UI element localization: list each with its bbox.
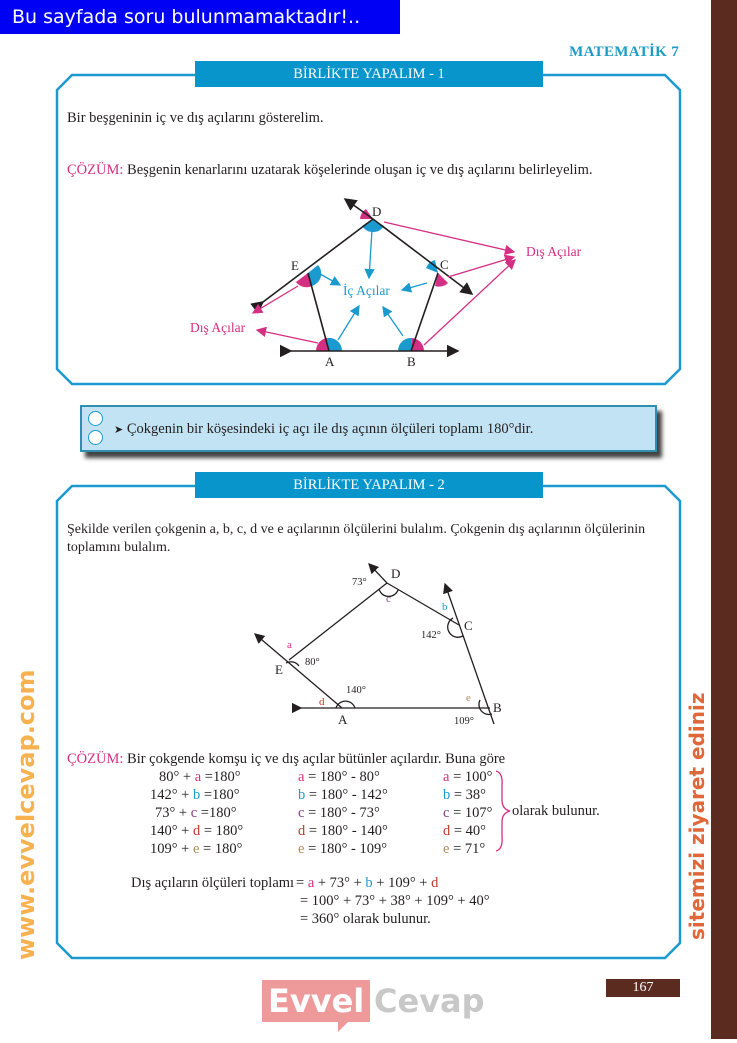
- section2-question-line1: Şekilde verilen çokgenin a, b, c, d ve e açılarının ölçülerini bulalım. Çokgenin dış açılarının ölçülerinin: [67, 522, 646, 537]
- vertex-label-b: B: [407, 354, 416, 369]
- eq-part: = 180°: [200, 823, 244, 839]
- sum-part: + 73° +: [314, 875, 366, 891]
- sum-part: + 109° +: [372, 875, 432, 891]
- logo-evvel: Evvel: [262, 980, 370, 1022]
- eq-var: d: [298, 823, 306, 839]
- eq-var: a: [194, 769, 202, 785]
- sum-part: =: [296, 875, 308, 891]
- solution-label: ÇÖZÜM:: [67, 751, 124, 767]
- logo-cevap: Cevap: [374, 982, 485, 1020]
- sum-var-b: b: [365, 875, 373, 891]
- evvelcevap-logo: [262, 980, 492, 1032]
- eq-var: e: [298, 841, 305, 857]
- sum-line2: = 100° + 73° + 38° + 109° + 40°: [300, 893, 490, 909]
- logo-speech-tail-icon: [338, 1022, 348, 1032]
- eq-part: = 107°: [449, 805, 493, 821]
- eq-part: = 180° - 142°: [305, 787, 388, 803]
- exterior-label-b: b: [442, 601, 448, 613]
- eq-part: 80° +: [159, 769, 195, 785]
- vertex-label-c: C: [440, 257, 449, 272]
- sum-var-d: d: [431, 875, 439, 891]
- eq-var: c: [443, 805, 450, 821]
- vertex-label-e: E: [291, 258, 299, 273]
- notice-banner: Bu sayfada soru bulunmamaktadır!..: [0, 0, 400, 34]
- eq-part: = 180° - 140°: [305, 823, 388, 839]
- solution-text: Beşgenin kenarlarını uzatarak köşelerinde oluşan iç ve dış açılarını belirleyelim.: [127, 162, 593, 178]
- eq-part: = 180° - 109°: [304, 841, 388, 857]
- sum-var-a: a: [307, 875, 315, 891]
- eq-var: c: [190, 805, 198, 821]
- section1-question: Bir beşgeninin iç ve dış açılarını gösterelim.: [67, 110, 324, 126]
- solution-text: Bir çokgende komşu iç ve dış açılar bütünler açılardır. Buna göre: [127, 751, 506, 767]
- eq-part: =180°: [200, 787, 240, 803]
- eq-part: = 40°: [450, 823, 486, 839]
- angle-c: 142°: [421, 630, 441, 641]
- exterior-label-a: a: [287, 639, 292, 651]
- solution-label: ÇÖZÜM:: [67, 162, 124, 178]
- angle-a: 140°: [346, 685, 366, 696]
- eq-var: d: [192, 823, 201, 839]
- eq-var: d: [443, 823, 451, 839]
- section2-question-line2: toplamını bulalım.: [67, 540, 171, 555]
- vertex-label-b2: B: [493, 700, 502, 715]
- angle-e: 80°: [305, 657, 320, 668]
- eq-part: =180°: [201, 769, 241, 785]
- interior-angles-label: İç Açılar: [343, 283, 390, 298]
- eq-var: c: [298, 805, 305, 821]
- eq-part: = 100°: [449, 769, 493, 785]
- section2-title: BİRLİKTE YAPALIM - 2: [195, 472, 543, 498]
- eq-part: = 180° - 73°: [304, 805, 380, 821]
- section1-title: BİRLİKTE YAPALIM - 1: [195, 61, 543, 87]
- eq-var: e: [192, 841, 200, 857]
- eq-part: 109° +: [150, 841, 193, 857]
- vertex-label-d: D: [372, 204, 382, 219]
- eq-var: e: [443, 841, 450, 857]
- angle-b: 109°: [454, 716, 474, 727]
- vertex-label-a: A: [325, 354, 335, 369]
- exterior-angles-label-right: Dış Açılar: [526, 244, 582, 259]
- exterior-label-d: d: [319, 696, 325, 708]
- eq-part: 142° +: [150, 787, 193, 803]
- page-number: 167: [606, 979, 680, 997]
- eq-var: b: [298, 787, 306, 803]
- exterior-label-c: c: [386, 593, 391, 605]
- rule-statement: Çokgenin bir köşesindeki iç açı ile dış açının ölçüleri toplamı 180°dir.: [126, 421, 534, 437]
- eq-part: 73° +: [155, 805, 191, 821]
- vertex-label-a2: A: [338, 712, 348, 727]
- bullet-arrow-icon: ➤: [114, 424, 124, 436]
- exterior-label-e: e: [466, 692, 471, 704]
- eq-part: = 71°: [449, 841, 486, 857]
- sum-line3: = 360° olarak bulunur.: [300, 911, 431, 927]
- eq-part: = 38°: [450, 787, 486, 803]
- eq-var: a: [443, 769, 450, 785]
- eq-part: 140° +: [150, 823, 193, 839]
- vertex-label-c2: C: [464, 618, 473, 633]
- exterior-angles-label-left: Dış Açılar: [190, 320, 246, 335]
- vertex-label-d2: D: [391, 566, 401, 581]
- subject-header: MATEMATİK 7: [569, 44, 679, 60]
- eq-var: b: [443, 787, 451, 803]
- sum-line1: [296, 874, 438, 892]
- angle-d: 73°: [352, 577, 367, 588]
- eq-part: = 180° - 80°: [304, 769, 380, 785]
- watermark-main: www.evvelcevap.com: [12, 669, 40, 960]
- conclusion-text: olarak bulunur.: [512, 803, 600, 819]
- sum-label: Dış açıların ölçüleri toplamı: [131, 875, 295, 891]
- eq-var: a: [298, 769, 305, 785]
- eq-var: b: [192, 787, 201, 803]
- eq-part: =180°: [197, 805, 237, 821]
- watermark-secondary: sitemizi ziyaret ediniz: [685, 692, 709, 940]
- eq-part: = 180°: [199, 841, 243, 857]
- vertex-label-e2: E: [275, 662, 283, 677]
